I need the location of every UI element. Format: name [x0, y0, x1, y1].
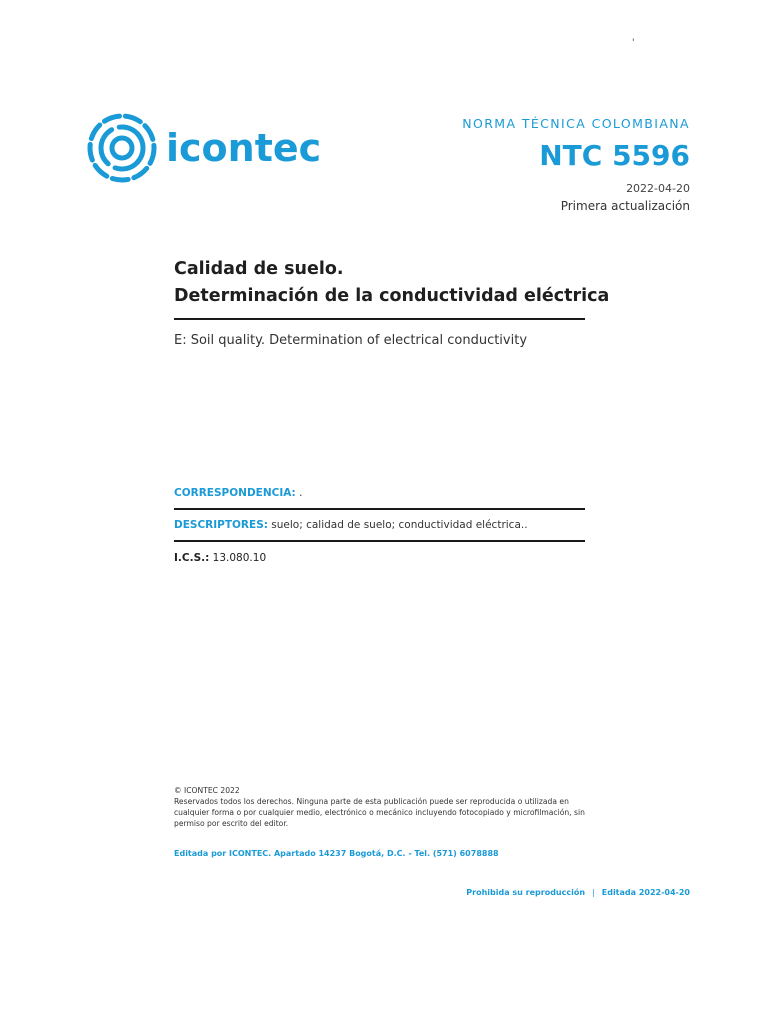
document-title: [174, 256, 610, 310]
descriptores-label: DESCRIPTORES:: [174, 519, 268, 531]
title-divider: [174, 318, 585, 320]
correspondencia-label: CORRESPONDENCIA:: [174, 487, 296, 499]
correspondencia-value: .: [295, 487, 303, 499]
footer-separator: |: [592, 888, 595, 897]
copyright-line: © ICONTEC 2022: [174, 786, 240, 795]
title-line-2: Determinación de la conductividad eléctrica: [174, 286, 610, 306]
standard-date: 2022-04-20: [626, 181, 690, 195]
editor-info: Editada por ICONTEC. Apartado 14237 Bogotá, D.C. - Tel. (571) 6078888: [174, 849, 499, 858]
standard-code: NTC 5596: [539, 139, 690, 172]
footer-left: Prohibida su reproducción: [466, 888, 586, 897]
title-line-1: Calidad de suelo.: [174, 259, 344, 279]
standard-header: [462, 116, 690, 213]
page-mark: ': [632, 38, 635, 48]
english-title: E: Soil quality. Determination of electrical conductivity: [174, 333, 528, 348]
standard-update: Primera actualización: [560, 198, 690, 213]
copyright-notice: [174, 785, 588, 829]
correspondencia-row: [174, 487, 302, 499]
icontec-logo: [86, 110, 321, 186]
meta-divider-1: [174, 508, 585, 510]
brand-wordmark: icontec: [166, 126, 322, 170]
meta-divider-2: [174, 540, 585, 542]
footer-right: Editada 2022-04-20: [601, 888, 690, 897]
descriptores-row: [174, 519, 528, 531]
norma-label: NORMA TÉCNICA COLOMBIANA: [462, 116, 690, 131]
page-footer: [466, 888, 690, 897]
ics-label: I.C.S.:: [174, 552, 210, 564]
ics-value: 13.080.10: [209, 552, 267, 564]
ics-row: [174, 552, 266, 564]
descriptores-value: suelo; calidad de suelo; conductividad eléctrica..: [267, 519, 528, 531]
concentric-rings-logo-icon: [86, 110, 158, 186]
copyright-text: Reservados todos los derechos. Ninguna parte de esta publicación puede ser reproducida o utilizada en cualquier forma o por cualquier medio, electrónico o mecánico incluyendo fotocopiado y microfilmación, sin permiso por escrito del editor.: [174, 797, 585, 828]
